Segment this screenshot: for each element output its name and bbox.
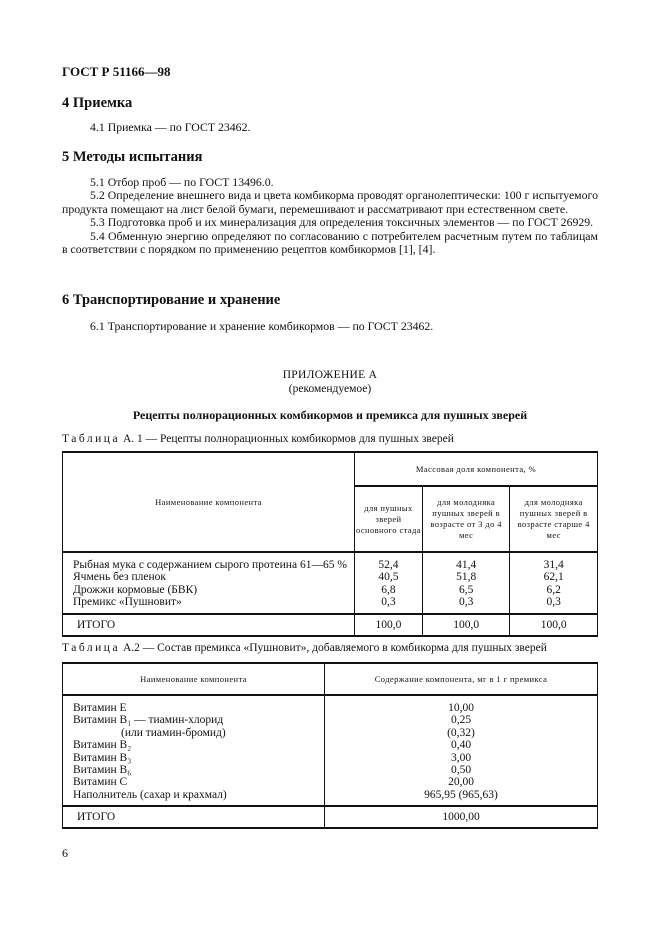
values-col-3: 31,4 62,1 6,2 0,3 [510,552,598,614]
column-header-2: для молодняка пушных зверей в возрасте от 3 до 4 мес [422,486,509,552]
total-value: 100,0 [355,614,423,636]
table-a1 [62,451,598,637]
component-names: Витамин Е Витамин В₁ — тиамин-хлорид (или тиамин-бромид) Витамин В₂ Витамин В₃ Витамин В₆ Витамин С Наполнитель (сахар и крахмал) [63,695,325,806]
column-header-name: Наименование компонента [63,452,355,552]
caption-text: А.2 — Состав премикса «Пушновит», добавляемого в комбикорма для пушных зверей [122,642,547,654]
table-a2-caption [62,642,598,654]
paragraph-6-1: 6.1 Транспортирование и хранение комбикормов — по ГОСТ 23462. [90,319,434,333]
paragraph-5-4: 5.4 Обменную энергию определяют по согласованию с потребителем расчетным путем по таблицам в соответствии с порядком по применению рецептов комбикормов [1], [4]. [62,228,598,257]
total-value: 1000,00 [325,806,598,828]
paragraph-5-3: 5.3 Подготовка проб и их минерализация для определения токсичных элементов — по ГОСТ 26929. [90,215,594,230]
paragraph-5-1: 5.1 Отбор проб — по ГОСТ 13496.0. [90,175,274,189]
total-label: ИТОГО [63,806,325,828]
values-col: 10,00 0,25 (0,32) 0,40 3,00 0,50 20,00 965,95 (965,63) [325,695,598,806]
table-a2 [62,662,598,829]
row-name: Премикс «Пушновит» [73,596,182,609]
table-word: Таблица [62,433,121,445]
column-header-value: Содержание компонента, мг в 1 г премикса [325,663,598,695]
column-group-header: Массовая доля компонента, % [355,452,598,486]
row-name: Рыбная мука с содержанием сырого протеина 61—65 % [73,559,347,571]
component-names [63,552,355,614]
page-number: 6 [62,846,68,860]
total-value: 100,0 [510,614,598,636]
table-word: Таблица [62,642,121,654]
column-header-name: Наименование компонента [63,663,325,695]
caption-text: А. 1 — Рецепты полнорационных комбикормов для пушных зверей [122,433,454,445]
row-name: Дрожжи кормовые (БВК) [73,583,198,596]
appendix-note: (рекомендуемое) [288,383,372,395]
total-value: 100,0 [422,614,509,636]
paragraph-4-1: 4.1 Приемка — по ГОСТ 23462. [90,120,251,134]
total-row [63,806,598,828]
section-6-title: 6 Транспортирование и хранение [62,292,281,308]
section-4-title: 4 Приемка [62,95,133,111]
table-a1-caption [62,433,598,445]
total-row [63,614,598,636]
appendix-label: ПРИЛОЖЕНИЕ А [282,369,378,381]
section-5-body [62,176,598,256]
values-col-2: 41,4 51,8 6,5 0,3 [422,552,509,614]
total-label: ИТОГО [63,614,355,636]
appendix-title: Рецепты полнорационных комбикормов и премикса для пушных зверей [132,408,528,422]
row-name: Ячмень без пленок [73,571,166,584]
column-header-1: для пушных зверей основного стада [355,486,423,552]
document-header: ГОСТ Р 51166—98 [62,64,171,79]
values-col-1: 52,4 40,5 6,8 0,3 [355,552,423,614]
paragraph-5-2: 5.2 Определение внешнего вида и цвета комбикорма проводят органолептически: 100 г испытуемого продукта помещают на лист белой бумаги, перемешивают и рассматривают при естественном свете. [62,188,598,216]
column-header-3: для молодняка пушных зверей в возрасте старше 4 мес [510,486,598,552]
section-5-title: 5 Методы испытания [62,149,203,165]
